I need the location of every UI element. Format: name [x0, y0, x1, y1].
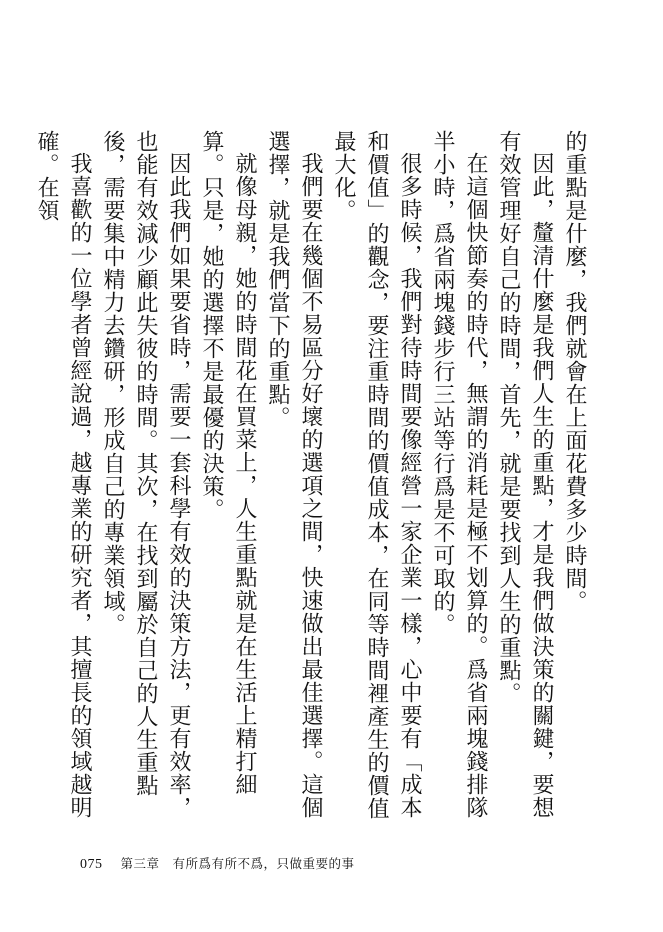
- page-number: 075: [80, 857, 103, 872]
- vertical-body-text: [30, 130, 591, 832]
- paragraph-1: 的重點是什麼，我們就會在上面花費多少時間。: [562, 130, 587, 613]
- page-footer: [80, 854, 355, 873]
- chapter-title: 第三章 有所爲有所不爲，只做重要的事: [120, 856, 355, 871]
- paragraph-2: 因此，釐清什麼是我們人生的重點，才是我們做決策的關鍵，要想有效管理好自己的時間，首先，就是要找到人生的重點。: [496, 130, 554, 819]
- paragraph-3: 在這個快節奏的時代，無謂的消耗是極不划算的。爲省兩塊錢排隊半小時，爲省兩塊錢步行三站等行爲是不可取的。: [430, 130, 488, 819]
- paragraph-4: 很多時候，我們對待時間要像經營一家企業一樣，心中要有「成本和價值」的觀念，要注重時間的價值成本，在同等時間裡產生的價值最大化。: [331, 130, 422, 820]
- paragraph-8: 我喜歡的一位學者曾經說過，越專業的研究者，其擅長的領域越明確。在領: [34, 130, 92, 819]
- paragraph-5: 我們要在幾個不易區分好壞的選項之間，快速做出最佳選擇。這個選擇，就是我們當下的重點。: [265, 130, 323, 819]
- paragraph-6: 就像母親，她的時間花在買菜上，人生重點就是在生活上精打細算。只是，她的選擇不是最優的決策。: [199, 130, 257, 796]
- paragraph-7: 因此我們如果要省時，需要一套科學有效的決策方法，更有效率，也能有效減少顧此失彼的時間。其次，在找到屬於自己的人生重點後，需要集中精力去鑽研，形成自己的專業領域。: [100, 130, 191, 819]
